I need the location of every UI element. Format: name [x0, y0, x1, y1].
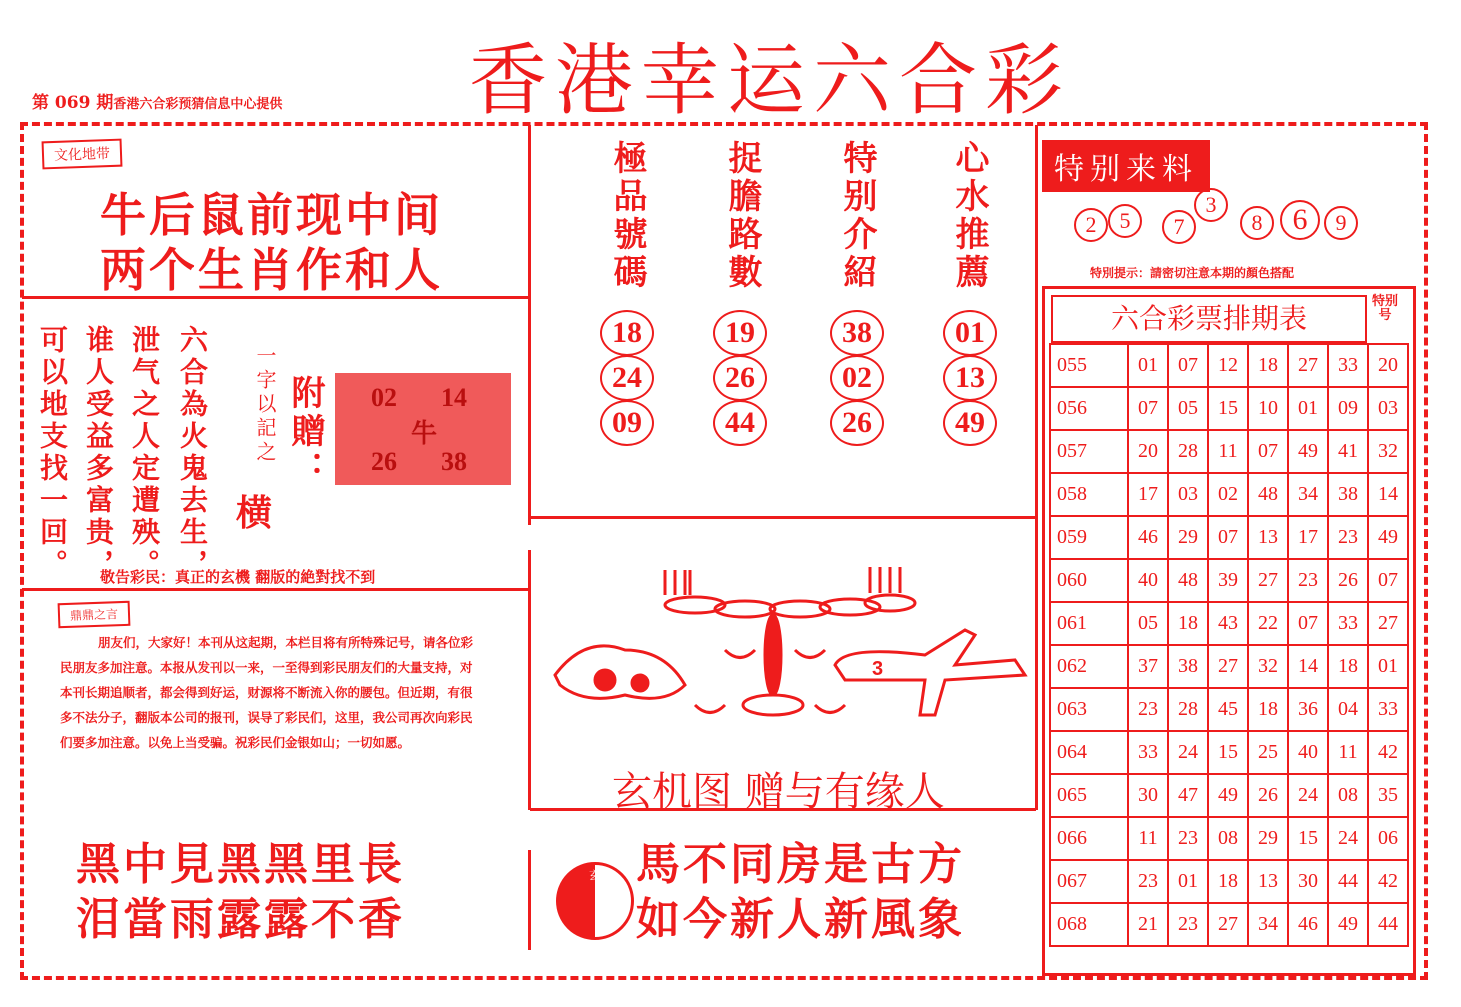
special-number-label: 特别号	[1371, 294, 1398, 323]
divider	[528, 850, 531, 950]
gift-num: 26	[371, 447, 397, 476]
poem-col-1: 六合為火鬼去生，	[176, 325, 209, 581]
period-cell: 066	[1050, 817, 1128, 860]
number-cell: 24	[1288, 774, 1328, 817]
number-cell: 15	[1208, 731, 1248, 774]
number-cell: 44	[1328, 860, 1368, 903]
poem-col-3: 谁人受益多富贵，	[82, 325, 115, 581]
special-digit: 8	[1240, 206, 1274, 240]
number-cell: 36	[1288, 688, 1328, 731]
special-number-cell: 06	[1368, 817, 1408, 860]
divider	[1035, 125, 1038, 810]
number-cell: 43	[1208, 602, 1248, 645]
pick-number: 19	[713, 310, 767, 356]
number-cell: 18	[1328, 645, 1368, 688]
number-cell: 11	[1208, 430, 1248, 473]
period-cell: 061	[1050, 602, 1128, 645]
column-heading: 極品號碼	[607, 140, 647, 292]
table-row	[1050, 602, 1408, 645]
column-heading: 捉膽路數	[722, 140, 762, 292]
number-cell: 27	[1208, 903, 1248, 946]
period-cell: 067	[1050, 860, 1128, 903]
period-cell: 068	[1050, 903, 1128, 946]
schedule-title: 六合彩票排期表	[1051, 295, 1367, 343]
number-cell: 13	[1248, 860, 1288, 903]
schedule-table	[1049, 343, 1409, 947]
bottom-mid-line-1: 馬不同房是古方	[636, 839, 965, 890]
pick-number: 02	[830, 355, 884, 401]
number-cell: 10	[1248, 387, 1288, 430]
special-digit: 2	[1074, 208, 1108, 242]
special-number-cell: 35	[1368, 774, 1408, 817]
number-cell: 49	[1208, 774, 1248, 817]
table-row	[1050, 731, 1408, 774]
table-row	[1050, 774, 1408, 817]
number-cell: 27	[1248, 559, 1288, 602]
number-cell: 23	[1128, 688, 1168, 731]
divider	[22, 588, 528, 591]
number-cell: 32	[1248, 645, 1288, 688]
column-heading: 特别介紹	[837, 140, 877, 292]
number-cell: 30	[1128, 774, 1168, 817]
number-cell: 13	[1248, 516, 1288, 559]
number-cell: 39	[1208, 559, 1248, 602]
gift-zodiac: 牛	[411, 419, 438, 448]
number-cell: 14	[1288, 645, 1328, 688]
number-cell: 48	[1168, 559, 1208, 602]
special-number-cell: 27	[1368, 602, 1408, 645]
special-number-cell: 01	[1368, 645, 1408, 688]
divider	[530, 516, 1036, 519]
gift-word: 横	[236, 492, 273, 534]
bottom-mid-line-2: 如今新人新風象	[636, 894, 965, 945]
special-number-cell: 20	[1368, 344, 1408, 387]
number-cell: 37	[1128, 645, 1168, 688]
special-number-cell: 49	[1368, 516, 1408, 559]
page-title: 香港幸运六合彩	[468, 36, 1071, 126]
number-cell: 04	[1328, 688, 1368, 731]
notice-stamp: 鼎鼎之言	[58, 601, 131, 628]
special-digit: 3	[1194, 188, 1228, 222]
pick-number: 26	[713, 355, 767, 401]
divider	[528, 125, 531, 525]
table-row	[1050, 344, 1408, 387]
number-columns	[600, 140, 1020, 440]
special-digit: 5	[1108, 204, 1142, 238]
period-cell: 057	[1050, 430, 1128, 473]
table-row	[1050, 817, 1408, 860]
number-cell: 28	[1168, 688, 1208, 731]
number-cell: 23	[1328, 516, 1368, 559]
pick-number: 13	[943, 355, 997, 401]
special-digit: 6	[1280, 200, 1320, 240]
special-number-cell: 14	[1368, 473, 1408, 516]
number-cell: 03	[1168, 473, 1208, 516]
number-cell: 26	[1248, 774, 1288, 817]
number-cell: 23	[1288, 559, 1328, 602]
period-cell: 060	[1050, 559, 1128, 602]
number-cell: 33	[1328, 344, 1368, 387]
number-cell: 23	[1168, 817, 1208, 860]
number-cell: 07	[1128, 387, 1168, 430]
pick-number: 26	[830, 400, 884, 446]
period-cell: 058	[1050, 473, 1128, 516]
warning-text: 敬告彩民：真正的玄機 翻版的絶對找不到	[100, 568, 376, 586]
schedule-panel	[1042, 286, 1416, 976]
number-cell: 23	[1128, 860, 1168, 903]
divider	[528, 550, 531, 810]
bottom-left-line-1: 黑中見黑黑里長	[76, 839, 405, 890]
number-cell: 27	[1288, 344, 1328, 387]
number-cell: 11	[1128, 817, 1168, 860]
notice-text: 朋友们，大家好！本刊从这起期，本栏目将有所特殊记号，请各位彩民朋友多加注意。本报从发刊以一来，一至得到彩民朋友们的大量支持，对本刊长期追顺者，都会得到好运，财源将不断流入你的腰包。但近期，有很多不法分子，翻版本公司的报刊，误导了彩民们，这里，我公司再次向彩民们要多加注意。以免上当受骗。祝彩民们金银如山；一切如愿。	[60, 635, 474, 750]
special-digits	[1068, 192, 1368, 250]
special-digit: 9	[1324, 206, 1358, 240]
gift-side-text: 一字以記之	[253, 345, 277, 465]
number-cell: 23	[1168, 903, 1208, 946]
table-row	[1050, 430, 1408, 473]
number-cell: 28	[1168, 430, 1208, 473]
gift-box	[335, 373, 511, 485]
special-hint: 特別提示：請密切注意本期的顏色搭配	[1090, 266, 1295, 280]
gift-num: 02	[371, 383, 397, 412]
number-cell: 18	[1248, 688, 1288, 731]
number-cell: 48	[1248, 473, 1288, 516]
number-cell: 15	[1288, 817, 1328, 860]
number-cell: 18	[1168, 602, 1208, 645]
table-row	[1050, 516, 1408, 559]
number-cell: 29	[1168, 516, 1208, 559]
number-cell: 25	[1248, 731, 1288, 774]
special-number-cell: 03	[1368, 387, 1408, 430]
pick-number: 09	[600, 400, 654, 446]
table-row	[1050, 688, 1408, 731]
table-row	[1050, 387, 1408, 430]
number-cell: 15	[1208, 387, 1248, 430]
number-cell: 29	[1248, 817, 1288, 860]
number-cell: 08	[1208, 817, 1248, 860]
number-cell: 47	[1168, 774, 1208, 817]
number-cell: 11	[1328, 731, 1368, 774]
number-cell: 49	[1288, 430, 1328, 473]
pick-number: 18	[600, 310, 654, 356]
number-cell: 46	[1128, 516, 1168, 559]
number-cell: 40	[1128, 559, 1168, 602]
period-cell: 056	[1050, 387, 1128, 430]
special-number-cell: 44	[1368, 903, 1408, 946]
gift-num: 14	[441, 383, 467, 412]
number-cell: 12	[1208, 344, 1248, 387]
number-cell: 17	[1288, 516, 1328, 559]
gift-num: 38	[441, 447, 467, 476]
number-cell: 24	[1328, 817, 1368, 860]
special-number-cell: 07	[1368, 559, 1408, 602]
number-cell: 17	[1128, 473, 1168, 516]
number-cell: 38	[1168, 645, 1208, 688]
column-heading: 心水推薦	[949, 140, 989, 292]
number-cell: 09	[1328, 387, 1368, 430]
number-cell: 21	[1128, 903, 1168, 946]
slogan-line-1: 牛后鼠前现中间	[100, 188, 443, 242]
pick-number: 24	[600, 355, 654, 401]
riddle-picture	[545, 555, 1035, 755]
number-cell: 07	[1248, 430, 1288, 473]
special-number-cell: 33	[1368, 688, 1408, 731]
pick-number: 49	[943, 400, 997, 446]
plane-number: 3	[872, 658, 884, 680]
special-banner: 特别来料	[1042, 140, 1210, 192]
number-cell: 18	[1208, 860, 1248, 903]
number-cell: 27	[1208, 645, 1248, 688]
gift-label: 附贈：	[285, 375, 325, 489]
period-cell: 055	[1050, 344, 1128, 387]
number-cell: 34	[1248, 903, 1288, 946]
bottom-left-line-2: 泪當雨露露不香	[76, 894, 405, 945]
period-cell: 064	[1050, 731, 1128, 774]
table-row	[1050, 860, 1408, 903]
special-number-cell: 42	[1368, 860, 1408, 903]
number-cell: 30	[1288, 860, 1328, 903]
number-cell: 05	[1168, 387, 1208, 430]
number-cell: 38	[1328, 473, 1368, 516]
number-cell: 45	[1208, 688, 1248, 731]
number-cell: 07	[1288, 602, 1328, 645]
number-cell: 08	[1328, 774, 1368, 817]
table-row	[1050, 645, 1408, 688]
special-number-cell: 42	[1368, 731, 1408, 774]
number-cell: 05	[1128, 602, 1168, 645]
number-cell: 02	[1208, 473, 1248, 516]
special-digit: 7	[1162, 210, 1196, 244]
period-cell: 062	[1050, 645, 1128, 688]
provider-label: 香港六合彩预猜信息中心提供	[113, 97, 283, 112]
number-cell: 40	[1288, 731, 1328, 774]
taiji-icon	[556, 862, 634, 940]
number-cell: 41	[1328, 430, 1368, 473]
number-cell: 07	[1168, 344, 1208, 387]
poem-col-4: 可以地支找一回。	[36, 325, 69, 581]
pick-number: 44	[713, 400, 767, 446]
number-cell: 26	[1328, 559, 1368, 602]
table-row	[1050, 559, 1408, 602]
special-number-cell: 32	[1368, 430, 1408, 473]
pick-number: 38	[830, 310, 884, 356]
stamp-label: 文化地带	[42, 139, 123, 170]
number-cell: 07	[1208, 516, 1248, 559]
slogan-line-2: 两个生肖作和人	[100, 243, 443, 297]
number-cell: 34	[1288, 473, 1328, 516]
issue-number	[32, 88, 282, 113]
number-cell: 49	[1328, 903, 1368, 946]
table-row	[1050, 903, 1408, 946]
number-cell: 01	[1288, 387, 1328, 430]
period-cell: 059	[1050, 516, 1128, 559]
period-cell: 063	[1050, 688, 1128, 731]
pick-number: 01	[943, 310, 997, 356]
table-row	[1050, 473, 1408, 516]
number-cell: 24	[1168, 731, 1208, 774]
number-cell: 01	[1128, 344, 1168, 387]
number-cell: 33	[1328, 602, 1368, 645]
number-cell: 01	[1168, 860, 1208, 903]
number-cell: 22	[1248, 602, 1288, 645]
taiji-label: 玄機	[589, 869, 611, 882]
poem-col-2: 泄气之人定遭殃。	[128, 325, 161, 581]
number-cell: 20	[1128, 430, 1168, 473]
period-cell: 065	[1050, 774, 1128, 817]
riddle-caption: 玄机图 赠与有缘人	[612, 769, 945, 815]
number-cell: 46	[1288, 903, 1328, 946]
number-cell: 18	[1248, 344, 1288, 387]
number-cell: 33	[1128, 731, 1168, 774]
issue-label: 第 069 期	[32, 93, 114, 113]
